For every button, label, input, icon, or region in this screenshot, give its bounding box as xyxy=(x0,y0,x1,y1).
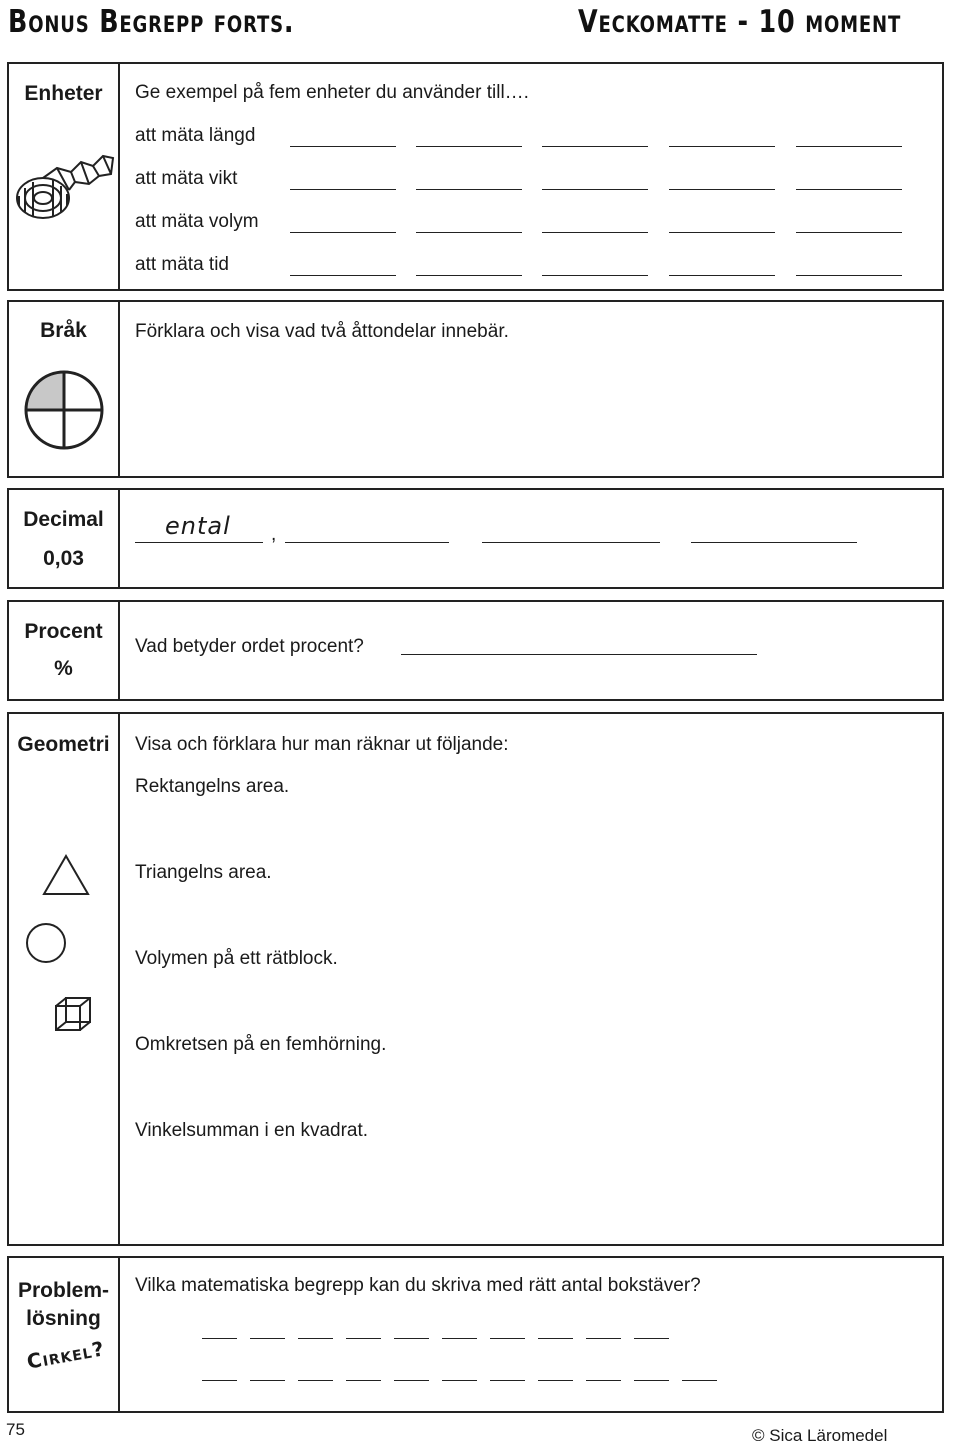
enheter-intro: Ge exempel på fem enheter du använder till…. xyxy=(135,82,529,103)
letter-blank[interactable] xyxy=(250,1380,285,1381)
decimal-section xyxy=(7,488,944,589)
enheter-blank-r2-5[interactable] xyxy=(796,189,902,190)
procent-label: Procent xyxy=(24,620,103,643)
enheter-blank-r1-3[interactable] xyxy=(542,146,648,147)
letter-blank[interactable] xyxy=(298,1338,333,1339)
decimal-blank-2[interactable] xyxy=(285,542,449,543)
letter-blank[interactable] xyxy=(586,1338,621,1339)
enheter-blank-r1-4[interactable] xyxy=(669,146,775,147)
letter-blank[interactable] xyxy=(634,1338,669,1339)
letter-blank[interactable] xyxy=(394,1380,429,1381)
enheter-section xyxy=(7,62,944,291)
problem-sidebar xyxy=(9,1258,120,1411)
geometri-item-triangel: Triangelns area. xyxy=(135,862,272,883)
header-right-title: Veckomatte - 10 moment xyxy=(578,4,902,40)
decimal-example: 0,03 xyxy=(43,547,84,570)
problem-section xyxy=(7,1256,944,1413)
enheter-row-tid: att mäta tid xyxy=(135,254,229,275)
enheter-blank-r4-3[interactable] xyxy=(542,275,648,276)
circle-icon xyxy=(25,922,67,964)
procent-sidebar xyxy=(9,602,120,699)
brak-prompt: Förklara och visa vad två åttondelar innebär. xyxy=(135,321,509,342)
geometri-section xyxy=(7,712,944,1246)
enheter-blank-r4-5[interactable] xyxy=(796,275,902,276)
decimal-comma: , xyxy=(271,524,277,545)
geometri-intro: Visa och förklara hur man räknar ut följande: xyxy=(135,734,509,755)
letter-blank[interactable] xyxy=(346,1338,381,1339)
letter-blank[interactable] xyxy=(442,1380,477,1381)
enheter-blank-r4-2[interactable] xyxy=(416,275,522,276)
enheter-blank-r2-2[interactable] xyxy=(416,189,522,190)
enheter-row-volym: att mäta volym xyxy=(135,211,259,232)
geometri-label: Geometri xyxy=(17,733,110,756)
decimal-handwritten-hint: ental xyxy=(165,512,231,540)
enheter-sidebar xyxy=(9,64,120,289)
letter-blank[interactable] xyxy=(298,1380,333,1381)
header-left-title: Bonus Begrepp forts. xyxy=(8,4,295,40)
geometri-item-femhorning: Omkretsen på en femhörning. xyxy=(135,1034,387,1055)
letter-blank[interactable] xyxy=(586,1380,621,1381)
brak-label: Bråk xyxy=(40,319,87,342)
triangle-icon xyxy=(42,854,90,896)
procent-answer-blank[interactable] xyxy=(401,654,757,655)
cirkel-badge: Cirkel? xyxy=(25,1336,107,1374)
enheter-blank-r2-4[interactable] xyxy=(669,189,775,190)
enheter-blank-r3-4[interactable] xyxy=(669,232,775,233)
geometri-sidebar xyxy=(9,714,120,1244)
brak-section xyxy=(7,300,944,478)
letter-blank[interactable] xyxy=(490,1338,525,1339)
enheter-row-vikt: att mäta vikt xyxy=(135,168,238,189)
enheter-blank-r3-5[interactable] xyxy=(796,232,902,233)
enheter-blank-r3-1[interactable] xyxy=(290,232,396,233)
procent-section xyxy=(7,600,944,701)
problem-label-line2: lösning xyxy=(26,1307,101,1330)
procent-symbol: % xyxy=(54,657,73,680)
letter-blank[interactable] xyxy=(538,1338,573,1339)
decimal-blank-3[interactable] xyxy=(482,542,660,543)
letter-blank[interactable] xyxy=(682,1380,717,1381)
enheter-row-langd: att mäta längd xyxy=(135,125,256,146)
letter-blank[interactable] xyxy=(250,1338,285,1339)
fraction-circle-icon xyxy=(24,370,104,450)
enheter-blank-r1-5[interactable] xyxy=(796,146,902,147)
problem-label-line1: Problem- xyxy=(17,1279,109,1302)
letter-blank[interactable] xyxy=(202,1338,237,1339)
decimal-blank-1[interactable] xyxy=(135,542,263,543)
enheter-label: Enheter xyxy=(24,82,103,105)
brak-sidebar xyxy=(9,302,120,476)
enheter-blank-r1-2[interactable] xyxy=(416,146,522,147)
geometri-item-rektangel: Rektangelns area. xyxy=(135,776,290,797)
problem-question: Vilka matematiska begrepp kan du skriva med rätt antal bokstäver? xyxy=(135,1275,701,1296)
enheter-blank-r2-1[interactable] xyxy=(290,189,396,190)
letter-blank[interactable] xyxy=(346,1380,381,1381)
letter-blank[interactable] xyxy=(442,1338,477,1339)
letter-blank[interactable] xyxy=(394,1338,429,1339)
cuboid-icon xyxy=(54,996,92,1034)
enheter-blank-r4-1[interactable] xyxy=(290,275,396,276)
enheter-blank-r3-3[interactable] xyxy=(542,232,648,233)
letter-blank[interactable] xyxy=(538,1380,573,1381)
enheter-blank-r3-2[interactable] xyxy=(416,232,522,233)
letter-blank[interactable] xyxy=(634,1380,669,1381)
decimal-blank-4[interactable] xyxy=(691,542,857,543)
measuring-tape-icon xyxy=(13,146,117,230)
publisher-credit: © Sica Läromedel xyxy=(752,1426,888,1445)
geometri-item-kvadrat: Vinkelsumman i en kvadrat. xyxy=(135,1120,369,1141)
letter-blank[interactable] xyxy=(490,1380,525,1381)
geometri-item-ratblock: Volymen på ett rätblock. xyxy=(135,948,338,969)
page-number: 75 xyxy=(6,1420,25,1439)
enheter-blank-r1-1[interactable] xyxy=(290,146,396,147)
enheter-blank-r2-3[interactable] xyxy=(542,189,648,190)
enheter-blank-r4-4[interactable] xyxy=(669,275,775,276)
decimal-sidebar xyxy=(9,490,120,587)
procent-question: Vad betyder ordet procent? xyxy=(135,636,364,657)
letter-blank[interactable] xyxy=(202,1380,237,1381)
decimal-label: Decimal xyxy=(23,508,104,531)
